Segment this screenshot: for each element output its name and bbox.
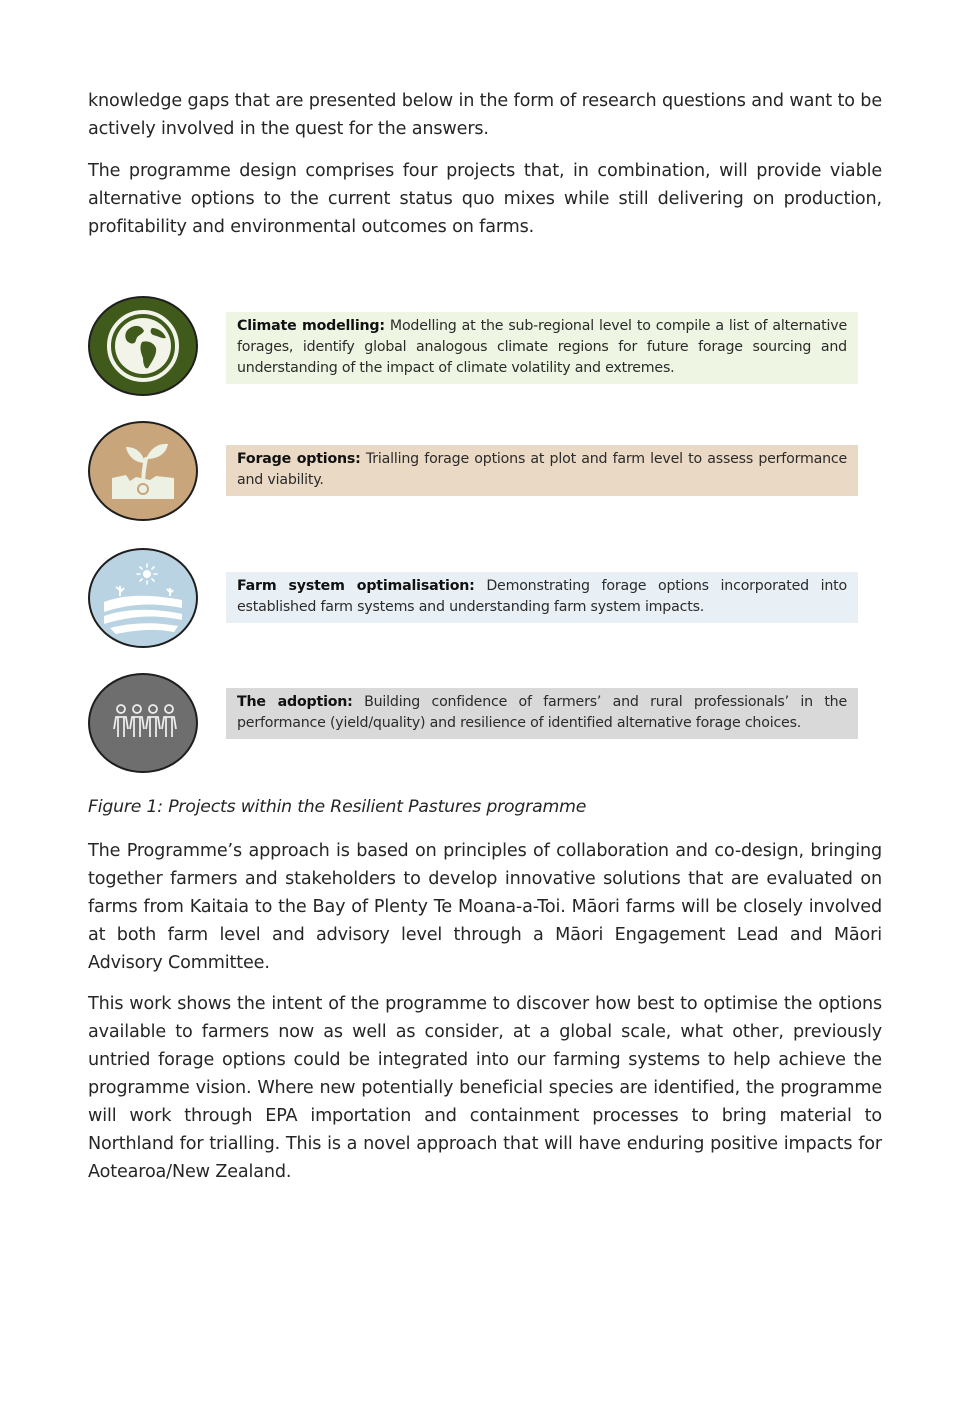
intent-paragraph: This work shows the intent of the programme to discover how best to optimise the options available to farmers now as well as consider, at a global scale, what other, previously untried forage options could be integrated into our farming systems to help achieve the programme vision. Where new potentially beneficial species are identified, the programme will work through EPA importation and containment processes to bring material to Northland for trialling. This is a novel approach that will have enduring positive impacts for Aotearoa/New Zealand.: [88, 994, 882, 1182]
project-title: The adoption:: [237, 694, 353, 710]
project-the-adoption: [226, 688, 858, 739]
project-title: Forage options:: [237, 451, 361, 467]
seedling-icon: [88, 421, 198, 521]
approach-paragraph: The Programme’s approach is based on principles of collaboration and co-design, bringing together farmers and stakeholders to develop innovative solutions that are evaluated on farms from Kaitaia to the Bay of Plenty Te Moana-a-Toi. Māori farms will be closely involved at both farm level and advisory level through a Māori Engagement Lead and Māori Advisory Committee.: [88, 841, 882, 973]
intro-paragraph: knowledge gaps that are presented below in the form of research questions and want to be actively involved in the quest for the answers.: [88, 91, 882, 139]
project-forage-options: [226, 445, 858, 496]
project-description: Demonstrating forage options incorporated into established farm systems and understanding farm system impacts.: [237, 578, 847, 615]
project-title: Climate modelling:: [237, 318, 385, 334]
project-climate-modelling: [226, 312, 858, 384]
project-title: Farm system optimalisation:: [237, 578, 475, 594]
figure-caption: Figure 1: Projects within the Resilient Pastures programme: [88, 797, 587, 817]
project-description: Trialling forage options at plot and farm level to assess performance and viability.: [237, 451, 848, 488]
programme-design-paragraph: The programme design comprises four projects that, in combination, will provide viable alternative options to the current status quo mixes while still delivering on production, profitability and environmental outcomes on farms.: [88, 161, 882, 237]
farm-landscape-icon: [88, 548, 198, 648]
project-farm-system-optimalisation: [226, 572, 858, 623]
project-description: Building confidence of farmers’ and rural professionals’ in the performance (yield/quality) and resilience of identified alternative forage choices.: [237, 694, 847, 731]
project-description: Modelling at the sub-regional level to compile a list of alternative forages, identify global analogous climate regions for future forage sourcing and understanding of the impact of climate volatility and extremes.: [237, 318, 847, 376]
globe-icon: [88, 296, 198, 396]
people-group-icon: [88, 673, 198, 773]
